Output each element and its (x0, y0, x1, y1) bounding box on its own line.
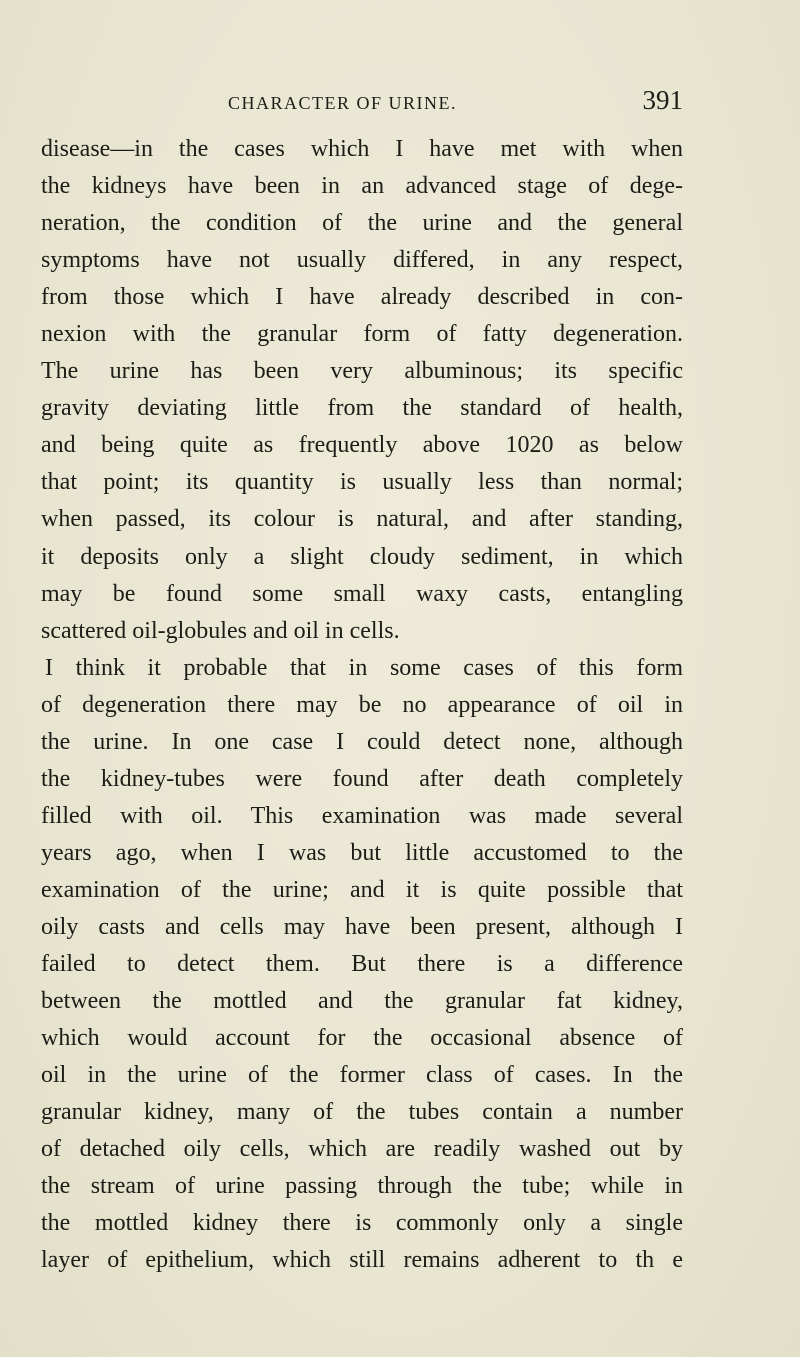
text-line: oily casts and cells may have been present, although I (41, 913, 683, 940)
text-line: of degeneration there may be no appearance of oil in (41, 691, 683, 718)
text-line: layer of epithelium, which still remains adherent to th e (41, 1247, 683, 1274)
text-line: from those which I have already described in con- (41, 284, 683, 311)
text-line: failed to detect them. But there is a difference (41, 951, 683, 978)
text-line: nexion with the granular form of fatty degeneration. (41, 321, 683, 348)
text-line: years ago, when I was but little accustomed to the (41, 839, 683, 866)
page-number: 391 (642, 85, 683, 115)
running-title: CHARACTER OF URINE. (228, 93, 458, 113)
text-line: when passed, its colour is natural, and after standing, (41, 506, 683, 533)
text-line: which would account for the occasional absence of (41, 1025, 683, 1052)
text-line: examination of the urine; and it is quite possible that (41, 876, 683, 903)
text-line: the mottled kidney there is commonly only a single (41, 1210, 683, 1237)
text-line: and being quite as frequently above 1020 as below (41, 432, 683, 459)
text-line: the urine. In one case I could detect none, although (41, 728, 683, 755)
text-line: neration, the condition of the urine and the general (41, 210, 683, 237)
paragraph-end-line: scattered oil-globules and oil in cells. (41, 617, 400, 644)
text-line: the kidney-tubes were found after death completely (41, 765, 683, 792)
running-head (228, 85, 683, 121)
text-line: between the mottled and the granular fat kidney, (41, 988, 683, 1015)
text-line: the stream of urine passing through the tube; while in (41, 1173, 683, 1200)
text-line: it deposits only a slight cloudy sediment, in which (41, 543, 683, 570)
text-line: of detached oily cells, which are readily washed out by (41, 1136, 683, 1163)
text-line: may be found some small waxy casts, entangling (41, 580, 683, 607)
text-line: The urine has been very albuminous; its specific (41, 358, 683, 385)
text-line: filled with oil. This examination was made several (41, 802, 683, 829)
text-line: disease—in the cases which I have met with when (41, 136, 683, 162)
text-line: the kidneys have been in an advanced stage of dege- (41, 173, 683, 200)
text-line: gravity deviating little from the standard of health, (41, 395, 683, 422)
text-line: symptoms have not usually differed, in any respect, (41, 247, 683, 274)
text-line: that point; its quantity is usually less than normal; (41, 469, 683, 496)
paragraph-start-line: I think it probable that in some cases of this form (45, 654, 683, 681)
text-line: granular kidney, many of the tubes contain a number (41, 1099, 683, 1126)
body-text (41, 131, 683, 1279)
text-line: oil in the urine of the former class of cases. In the (41, 1062, 683, 1089)
